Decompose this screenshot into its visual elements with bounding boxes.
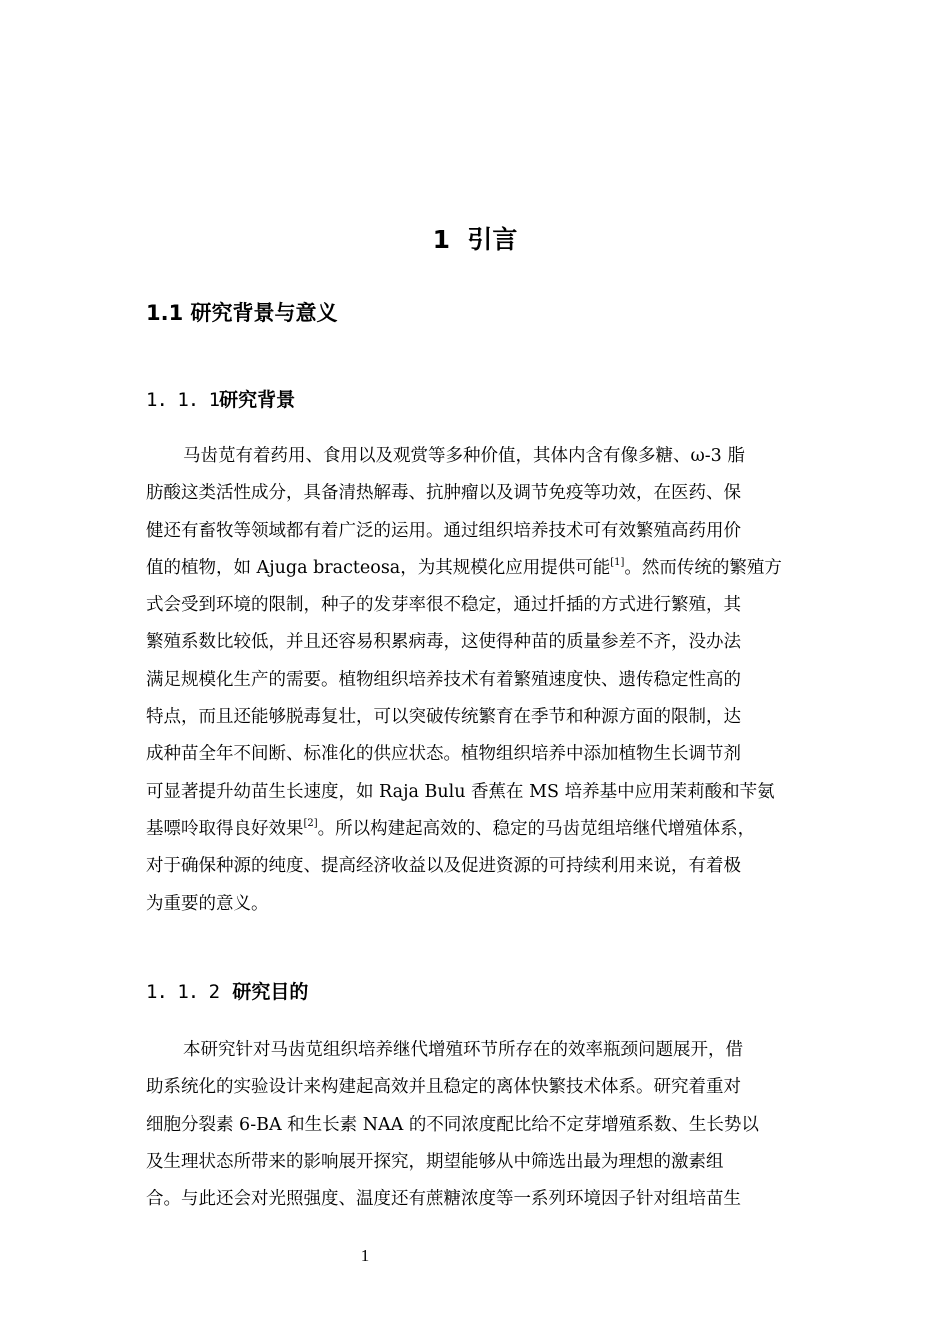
paragraph-line: 为重要的意义。 — [146, 893, 269, 914]
paragraph-line: 特点，而且还能够脱毒复壮，可以突破传统繁育在季节和种源方面的限制，达 — [146, 707, 741, 728]
paragraph-line: 助系统化的实验设计来构建起高效并且稳定的离体快繁技术体系。研究着重对 — [146, 1077, 741, 1098]
subsection-number: 1. 1. 1 — [146, 389, 220, 411]
paragraph-line: 马齿苋有着药用、食用以及观赏等多种价值，其体内含有像多糖、ω-3 脂 — [183, 446, 745, 466]
paragraph-line: 及生理状态所带来的影响展开探究，期望能够从中筛选出最为理想的激素组 — [146, 1151, 724, 1172]
paragraph-line: 繁殖系数比较低，并且还容易积累病毒，这使得种苗的质量参差不齐，没办法 — [146, 632, 741, 653]
paragraph-line — [146, 811, 818, 848]
paragraph-line: 成种苗全年不间断、标准化的供应状态。植物组织培养中添加植物生长调节剂 — [146, 744, 741, 765]
section-number: 1.1 — [146, 301, 184, 325]
paragraph-line: 可显著提升幼苗生长速度，如 Raja Bulu 香蕉在 MS 培养基中应用茉莉酸和苄氨 — [146, 781, 775, 802]
paragraph-line: 健还有畜牧等领域都有着广泛的运用。通过组织培养技术可有效繁殖高药用价 — [146, 520, 741, 541]
subsection-number: 1. 1. 2 — [146, 981, 220, 1003]
paragraph-line: 本研究针对马齿苋组织培养继代增殖环节所存在的效率瓶颈问题展开，借 — [183, 1040, 743, 1060]
subsection-title: 研究目的 — [232, 981, 309, 1003]
chapter-number: 1 — [432, 225, 450, 254]
subsection-heading-purpose — [146, 977, 308, 1007]
paragraph-purpose — [146, 1032, 818, 1218]
line-text: 值的植物，如 Ajuga bracteosa，为其规模化应用提供可能 — [146, 557, 611, 578]
paragraph-line: 合。与此还会对光照强度、温度还有蔗糖浓度等一系列环境因子针对组培苗生 — [146, 1189, 741, 1210]
paragraph-line — [146, 550, 818, 587]
subsection-heading-background — [146, 385, 295, 415]
line-text: 基嘌呤取得良好效果 — [146, 818, 304, 839]
paragraph-line: 细胞分裂素 6-BA 和生长素 NAA 的不同浓度配比给不定芽增殖系数、生长势以 — [146, 1114, 759, 1135]
paragraph-background — [146, 438, 818, 923]
paragraph-line: 肪酸这类活性成分，具备清热解毒、抗肿瘤以及调节免疫等功效，在医药、保 — [146, 483, 741, 504]
citation-ref-1: [1] — [610, 556, 625, 568]
chapter-title — [0, 222, 950, 258]
paragraph-line: 满足规模化生产的需要。植物组织培养技术有着繁殖速度快、遗传稳定性高的 — [146, 669, 741, 690]
citation-ref-2: [2] — [303, 817, 318, 829]
line-text: 。所以构建起高效的、稳定的马齿苋组培继代增殖体系， — [317, 818, 756, 839]
chapter-title-text: 引言 — [467, 225, 518, 254]
section-title: 研究背景与意义 — [190, 301, 338, 325]
line-text: 。然而传统的繁殖方 — [624, 557, 782, 578]
section-heading — [146, 297, 338, 329]
paragraph-line: 对于确保种源的纯度、提高经济收益以及促进资源的可持续利用来说，有着极 — [146, 856, 741, 877]
subsection-title: 研究背景 — [219, 389, 296, 411]
page-number: 1 — [360, 1246, 370, 1265]
paragraph-line: 式会受到环境的限制，种子的发芽率很不稳定，通过扦插的方式进行繁殖，其 — [146, 595, 741, 616]
